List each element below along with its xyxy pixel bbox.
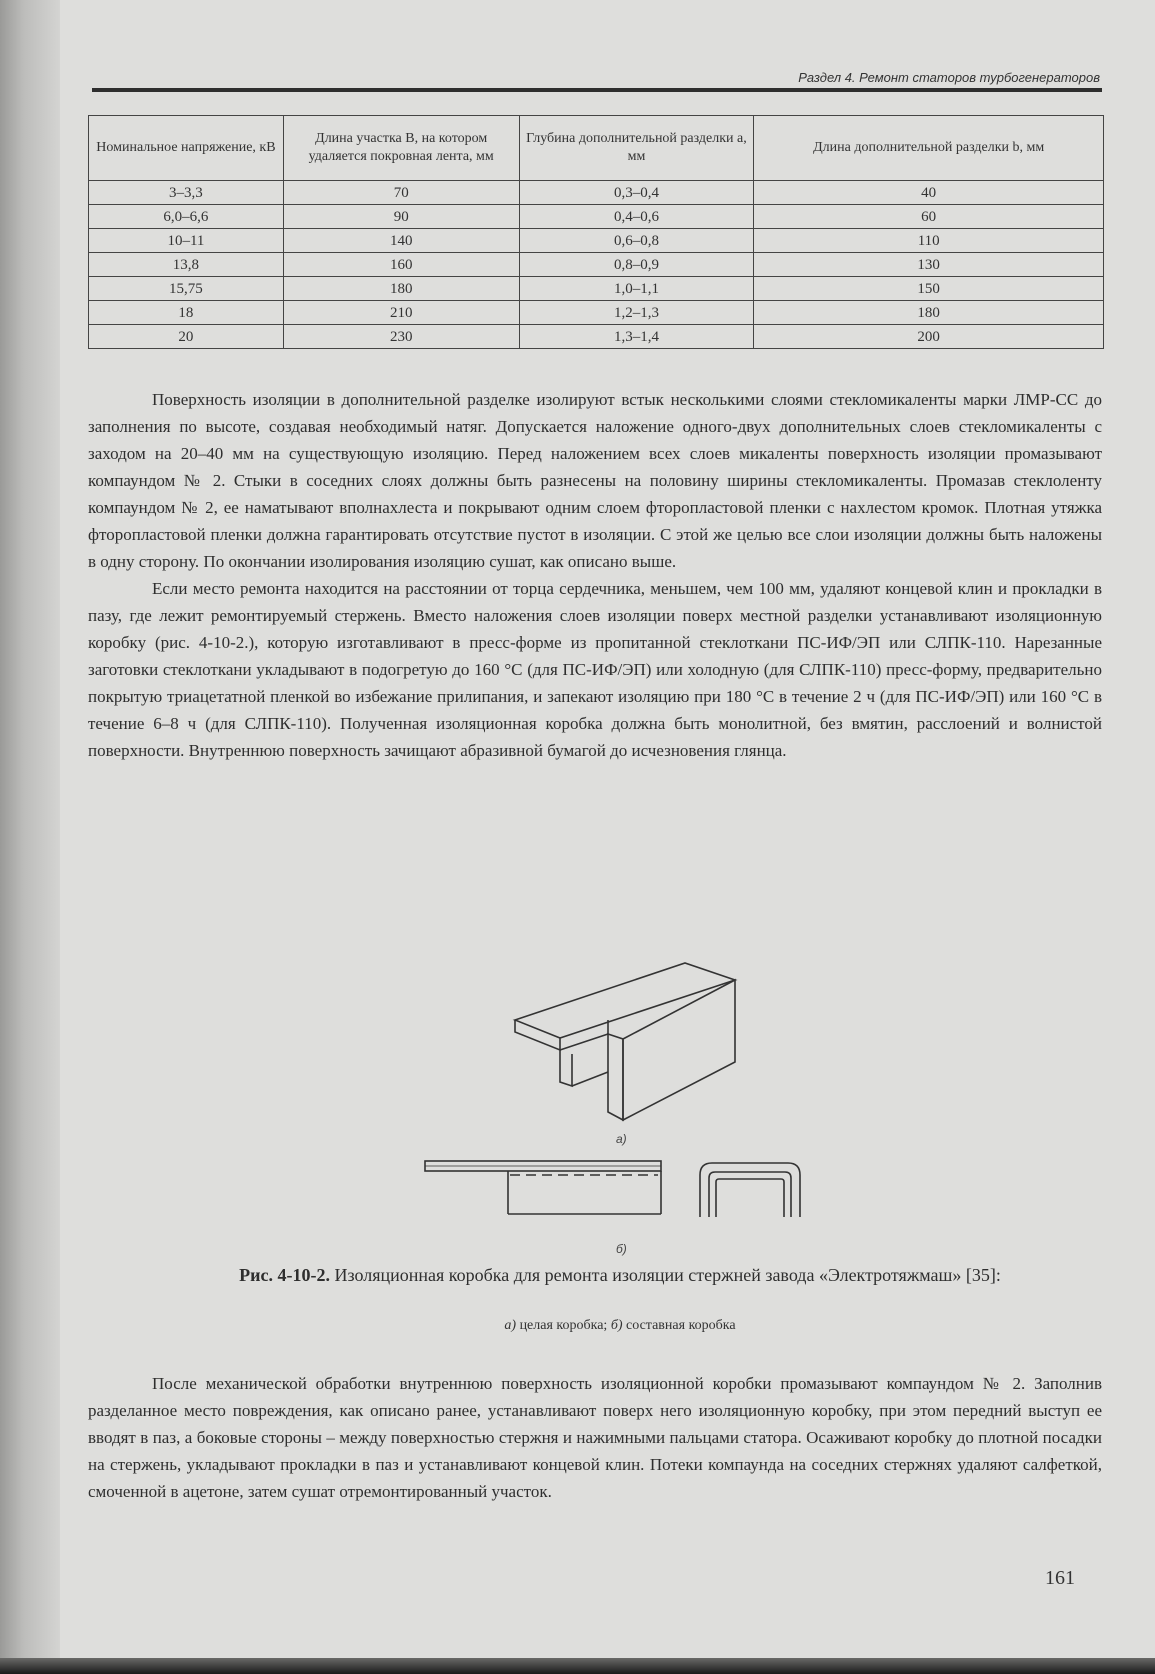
table-cell: 0,4–0,6 xyxy=(519,205,754,229)
book-page xyxy=(60,0,1155,1658)
table-cell: 130 xyxy=(754,253,1104,277)
sub-label-a: а) xyxy=(504,1318,517,1333)
table-cell: 70 xyxy=(283,181,519,205)
column-header: Глубина дополнительной разделки а, мм xyxy=(519,116,754,181)
table-cell: 18 xyxy=(89,301,284,325)
table-cell: 1,2–1,3 xyxy=(519,301,754,325)
table-cell: 0,6–0,8 xyxy=(519,229,754,253)
page-gutter-shadow xyxy=(0,0,60,1674)
insulation-box-drawing xyxy=(420,960,840,1260)
table-cell: 10–11 xyxy=(89,229,284,253)
table-cell: 1,0–1,1 xyxy=(519,277,754,301)
table-cell: 1,3–1,4 xyxy=(519,325,754,349)
table-cell: 20 xyxy=(89,325,284,349)
body-text-bottom xyxy=(88,1370,1102,1505)
figure-caption-text: Изоляционная коробка для ремонта изоляции стержней завода «Электротяжмаш» [35]: xyxy=(329,1265,1001,1285)
column-header: Номинальное напряжение, кВ xyxy=(89,116,284,181)
page-bottom-edge xyxy=(0,1658,1155,1674)
table-cell: 6,0–6,6 xyxy=(89,205,284,229)
table-header-row xyxy=(89,116,1104,181)
table-cell: 230 xyxy=(283,325,519,349)
table-row xyxy=(89,181,1104,205)
table-cell: 40 xyxy=(754,181,1104,205)
body-text-top xyxy=(88,386,1102,764)
table-cell: 150 xyxy=(754,277,1104,301)
table-cell: 180 xyxy=(754,301,1104,325)
table-row xyxy=(89,301,1104,325)
figure-subcaption xyxy=(120,1318,1120,1334)
table-row xyxy=(89,229,1104,253)
figure-insulation-box xyxy=(420,960,840,1260)
column-header: Длина участка В, на котором удаляется покровная лента, мм xyxy=(283,116,519,181)
table-cell: 90 xyxy=(283,205,519,229)
header-rule xyxy=(92,88,1102,92)
table-row xyxy=(89,205,1104,229)
table-cell: 0,3–0,4 xyxy=(519,181,754,205)
table-cell: 15,75 xyxy=(89,277,284,301)
table-cell: 160 xyxy=(283,253,519,277)
table-cell: 140 xyxy=(283,229,519,253)
sub-label-b: б) xyxy=(610,1318,623,1333)
table-row xyxy=(89,325,1104,349)
table-cell: 60 xyxy=(754,205,1104,229)
figure-label-b: б) xyxy=(616,1242,627,1256)
column-header: Длина дополнительной разделки b, мм xyxy=(754,116,1104,181)
page-number: 161 xyxy=(1045,1567,1075,1589)
figure-caption xyxy=(120,1262,1120,1288)
figure-label-a: а) xyxy=(616,1132,627,1146)
figure-number: Рис. 4-10-2. xyxy=(239,1265,330,1285)
paragraph: После механической обработки внутреннюю поверхность изоляционной коробки промазывают компаундом № 2. Заполнив разделанное место повреждения, как описано ранее, устанавливают поверх него изоляционную коробку, при этом передний выступ ее вводят в паз, а боковые стороны – между поверхностью стержня и нажимными пальцами статора. Осаживают коробку до плотной посадки на стержень, укладывают прокладки в паз и устанавливают концевой клин. Потеки компаунда на соседних стержнях удаляют салфеткой, смоченной в ацетоне, затем сушат отремонтированный участок. xyxy=(88,1374,1102,1501)
table-cell: 110 xyxy=(754,229,1104,253)
paragraph: Поверхность изоляции в дополнительной разделке изолируют встык несколькими слоями стекломикаленты марки ЛМР-СС до заполнения по высоте, создавая необходимый натяг. Допускается наложение одного-двух дополнительных слоев стекломикаленты с заходом на 20–40 мм на существующую изоляцию. Перед наложением всех слоев микаленты поверхность изоляции промазывают компаундом № 2. Стыки в соседних слоях должны быть разнесены на половину ширины стекломикаленты. Промазав стеклоленту компаундом № 2, ее наматывают вполнахлеста и покрывают одним слоем фторопластовой пленки с нахлестом кромок. Плотная утяжка фторопластовой пленки должна гарантировать отсутствие пустот в изоляции. С этой же целью все слои изоляции должны быть наложены в одну сторону. По окончании изолирования изоляцию сушат, как описано выше. xyxy=(88,390,1102,571)
parameters-table xyxy=(88,115,1104,349)
table-row xyxy=(89,253,1104,277)
sub-text-a: целая коробка; xyxy=(516,1318,611,1333)
table-cell: 200 xyxy=(754,325,1104,349)
running-title: Раздел 4. Ремонт статоров турбогенераторов xyxy=(798,70,1100,85)
table-cell: 210 xyxy=(283,301,519,325)
table-row xyxy=(89,277,1104,301)
sub-text-b: составная коробка xyxy=(622,1318,736,1333)
table-cell: 13,8 xyxy=(89,253,284,277)
table-cell: 3–3,3 xyxy=(89,181,284,205)
table-cell: 0,8–0,9 xyxy=(519,253,754,277)
paragraph: Если место ремонта находится на расстоянии от торца сердечника, меньшем, чем 100 мм, удаляют концевой клин и прокладки в пазу, где лежит ремонтируемый стержень. Вместо наложения слоев изоляции поверх местной разделки устанавливают изоляционную коробку (рис. 4-10-2.), которую изготавливают в пресс-форме из пропитанной стеклоткани ПС-ИФ/ЭП или СЛПК-110. Нарезанные заготовки стеклоткани укладывают в подогретую до 160 °С (для ПС-ИФ/ЭП) или холодную (для СЛПК-110) пресс-форму, предварительно покрытую триацетатной пленкой во избежание прилипания, и запекают изоляцию при 180 °С в течение 2 ч (для ПС-ИФ/ЭП) или 160 °С в течение 6–8 ч (для СЛПК-110). Полученная изоляционная коробка должна быть монолитной, без вмятин, расслоений и волнистой поверхности. Внутреннюю поверхность зачищают абразивной бумагой до исчезновения глянца. xyxy=(88,579,1102,760)
table-cell: 180 xyxy=(283,277,519,301)
